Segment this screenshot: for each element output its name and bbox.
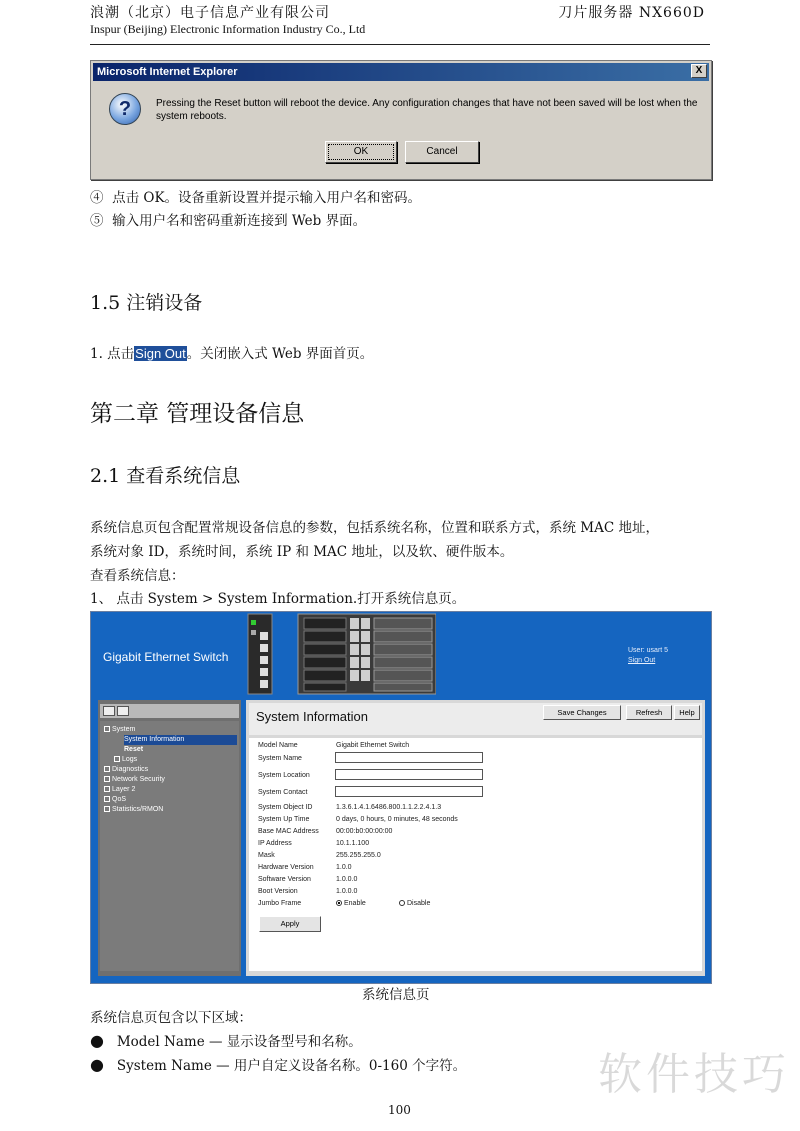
- sign-out-step: [90, 344, 373, 364]
- bullet-dot-icon: ●: [90, 1031, 104, 1050]
- boot-version-label: Boot Version: [258, 888, 298, 895]
- question-icon: ?: [109, 93, 141, 125]
- collapse-all-icon[interactable]: [117, 706, 129, 716]
- header-product: 刀片服务器 NX660D: [558, 5, 705, 21]
- ok-button[interactable]: OK: [325, 141, 397, 163]
- regions-intro: 系统信息页包含以下区域：: [90, 1010, 252, 1026]
- sidebar-toolbar: [100, 704, 239, 718]
- mask-value: 255.255.255.0: [336, 852, 381, 859]
- paragraph-line-2: 系统对象 ID，系统时间，系统 IP 和 MAC 地址，以及软、硬件版本。: [90, 544, 514, 560]
- jumbo-disable-label: Disable: [407, 900, 431, 907]
- dialog-title: Microsoft Internet Explorer: [93, 63, 709, 81]
- step-5-number: ⑤: [90, 213, 104, 229]
- switch-hardware-image: [246, 612, 436, 696]
- hw-version-value: 1.0.0: [336, 864, 352, 871]
- step-4: [90, 188, 421, 208]
- paragraph-line-1: 系统信息页包含配置常规设备信息的参数，包括系统名称，位置和联系方式，系统 MAC 地址，: [90, 520, 659, 536]
- page-title: System Information: [256, 709, 368, 724]
- apply-button[interactable]: Apply: [259, 916, 321, 932]
- hw-version-label: Hardware Version: [258, 864, 314, 871]
- sw-version-value: 1.0.0.0: [336, 876, 358, 883]
- system-name-input[interactable]: [335, 752, 483, 763]
- bullet-dot-icon: ●: [90, 1055, 104, 1074]
- system-location-label: System Location: [258, 772, 310, 779]
- dialog-message: Pressing the Reset button will reboot the device. Any configuration changes that have not been saved will be lost when the system reboots.: [156, 98, 698, 122]
- save-changes-button[interactable]: Save Changes: [543, 705, 621, 720]
- jumbo-enable-radio[interactable]: [336, 899, 366, 909]
- app-title: Gigabit Ethernet Switch: [103, 650, 229, 664]
- ip-label: IP Address: [258, 840, 292, 847]
- uptime-value: 0 days, 0 hours, 0 minutes, 48 seconds: [336, 816, 458, 823]
- step-5-text: 输入用户名和密码重新连接到 Web 界面。: [112, 213, 367, 229]
- tree-statistics[interactable]: Statistics/RMON: [104, 805, 163, 815]
- step-4-number: ④: [90, 190, 104, 206]
- system-info-form: [249, 738, 702, 971]
- user-info: [628, 646, 668, 666]
- expand-all-icon[interactable]: [103, 706, 115, 716]
- tree-layer-2[interactable]: Layer 2: [104, 785, 135, 795]
- system-name-label: System Name: [258, 755, 302, 762]
- step-1-line: 1、 点击 System > System Information.打开系统信息页。: [90, 591, 466, 607]
- paragraph-line-3: 查看系统信息：: [90, 568, 185, 584]
- nav-tree: [100, 721, 239, 971]
- step-4-text: 点击 OK。设备重新设置并提示输入用户名和密码。: [112, 190, 422, 206]
- section-2-1-heading: 2.1 查看系统信息: [90, 465, 241, 487]
- help-button[interactable]: Help: [674, 705, 700, 720]
- chapter-2-heading: 第二章 管理设备信息: [90, 401, 305, 427]
- section-1-5-heading: 1.5 注销设备: [90, 292, 203, 314]
- figure-caption: 系统信息页: [362, 987, 430, 1003]
- ip-value: 10.1.1.100: [336, 840, 370, 847]
- mac-label: Base MAC Address: [258, 828, 319, 835]
- uptime-label: System Up Time: [258, 816, 310, 823]
- jumbo-enable-label: Enable: [344, 900, 366, 907]
- sign-out-link[interactable]: Sign Out: [135, 346, 186, 361]
- jumbo-frame-label: Jumbo Frame: [258, 900, 302, 907]
- mac-value: 00:00:b0:00:00:00: [336, 828, 393, 835]
- web-ui-screenshot: [90, 611, 712, 984]
- user-name: User: usart 5: [628, 647, 669, 654]
- tree-qos[interactable]: QoS: [104, 795, 126, 805]
- sw-version-label: Software Version: [258, 876, 311, 883]
- system-location-input[interactable]: [335, 769, 483, 780]
- watermark: 软件技巧: [598, 1049, 790, 1100]
- mask-label: Mask: [258, 852, 275, 859]
- bullet-system-name: [90, 1055, 466, 1076]
- page-number: 100: [388, 1103, 411, 1117]
- tree-logs[interactable]: Logs: [114, 755, 137, 765]
- tree-reset[interactable]: Reset: [124, 746, 144, 753]
- ie-dialog: [90, 60, 712, 180]
- refresh-button[interactable]: Refresh: [626, 705, 672, 720]
- tree-diagnostics[interactable]: Diagnostics: [104, 765, 148, 775]
- model-name-value: Gigabit Ethernet Switch: [336, 742, 410, 749]
- sign-out-step-prefix: 1. 点击: [90, 346, 135, 362]
- object-id-value: 1.3.6.1.4.1.6486.800.1.1.2.2.4.1.3: [336, 804, 442, 811]
- sign-out-step-suffix: 。关闭嵌入式 Web 界面首页。: [186, 346, 374, 362]
- bullet-model-name-text: Model Name — 显示设备型号和名称。: [116, 1034, 362, 1050]
- header-company-cn: 浪潮（北京）电子信息产业有限公司: [90, 5, 330, 21]
- bullet-model-name: [90, 1031, 362, 1052]
- system-contact-input[interactable]: [335, 786, 483, 797]
- header-rule: [90, 44, 710, 45]
- bullet-system-name-text: System Name — 用户自定义设备名称。0-160 个字符。: [116, 1058, 467, 1074]
- boot-version-value: 1.0.0.0: [336, 888, 358, 895]
- header-company-en: Inspur (Beijing) Electronic Information Industry Co., Ltd: [90, 22, 366, 36]
- jumbo-disable-radio[interactable]: [399, 899, 430, 909]
- tree-system[interactable]: System: [104, 725, 135, 735]
- tree-network-security[interactable]: Network Security: [104, 775, 165, 785]
- close-icon[interactable]: X: [691, 64, 707, 78]
- cancel-button[interactable]: Cancel: [405, 141, 479, 163]
- tree-system-information[interactable]: System Information: [124, 735, 237, 745]
- system-contact-label: System Contact: [258, 789, 308, 796]
- model-name-label: Model Name: [258, 742, 298, 749]
- object-id-label: System Object ID: [258, 804, 313, 811]
- sign-out-link-ui[interactable]: Sign Out: [628, 657, 656, 664]
- step-5: [90, 211, 366, 231]
